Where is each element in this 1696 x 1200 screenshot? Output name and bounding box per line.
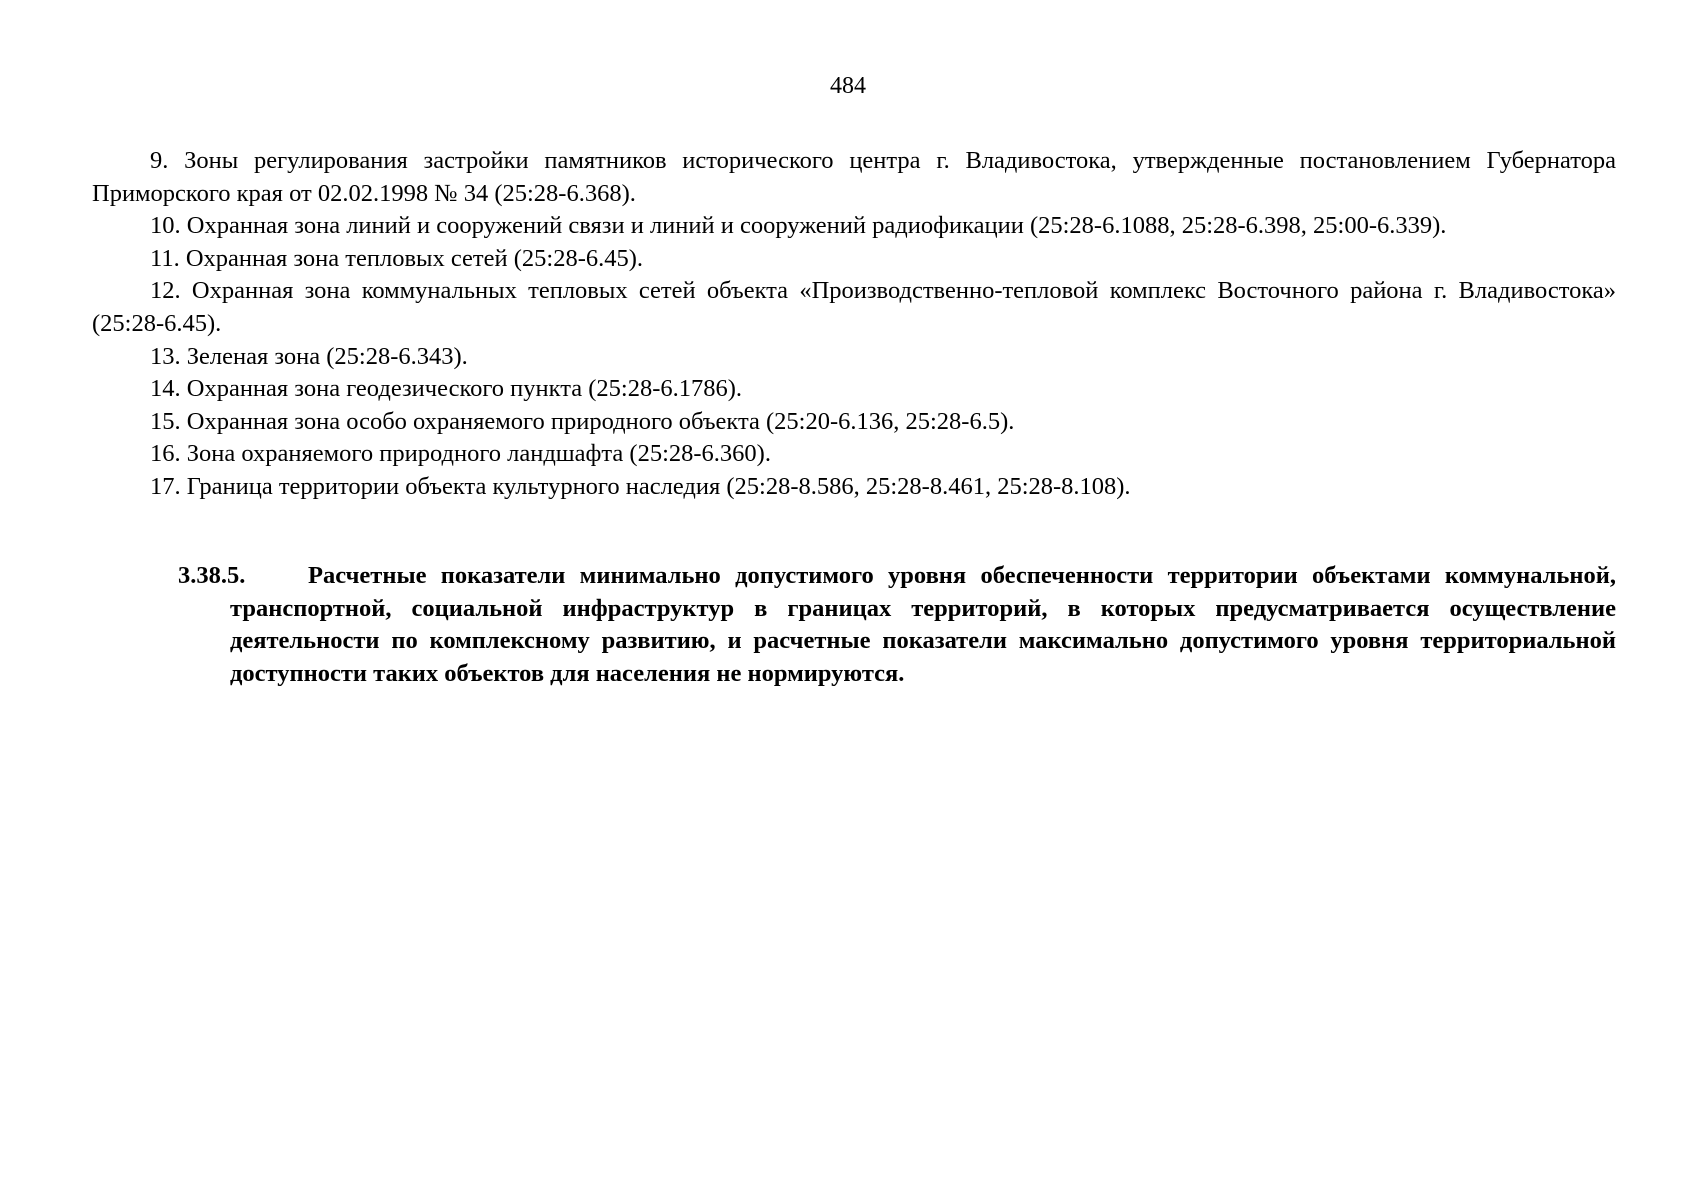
list-item: 13. Зеленая зона (25:28-6.343). [150,342,468,370]
list-item: 14. Охранная зона геодезического пункта (25:28-6.1786). [150,375,743,403]
section-number: 3.38.5. [178,562,246,589]
list-item: 16. Зона охраняемого природного ландшафта (25:28-6.360). [150,440,771,468]
page-number: 484 [830,73,866,99]
list-item: 15. Охранная зона особо охраняемого природного объекта (25:20-6.136, 25:28-6.5). [150,407,1015,435]
list-item: 12. Охранная зона коммунальных тепловых сетей объекта «Производственно-тепловой комплекс Восточного района г. Владивостока» (25:28-6.45). [92,277,1616,337]
section-heading [178,560,1616,690]
list-item: 10. Охранная зона линий и сооружений связи и линий и сооружений радиофикации (25:28-6.1088, 25:28-6.398, 25:00-6.339). [150,212,1447,240]
zone-list [92,145,1616,504]
list-item: 11. Охранная зона тепловых сетей (25:28-6.45). [150,244,644,272]
list-item: 9. Зоны регулирования застройки памятников исторического центра г. Владивостока, утвержденные постановлением Губернатора Приморского края от 02.02.1998 № 34 (25:28-6.368). [92,147,1616,207]
section-title: Расчетные показатели минимально допустимого уровня обеспеченности территории объектами коммунальной, транспортной, социальной инфраструктур в границах территорий, в которых предусматривается осуществление деятельности по комплексному развитию, и расчетные показатели максимально допустимого уровня территориальной доступности таких объектов для населения не нормируются. [230,562,1616,687]
list-item: 17. Граница территории объекта культурного наследия (25:28-8.586, 25:28-8.461, 25:28-8.108). [150,472,1131,500]
